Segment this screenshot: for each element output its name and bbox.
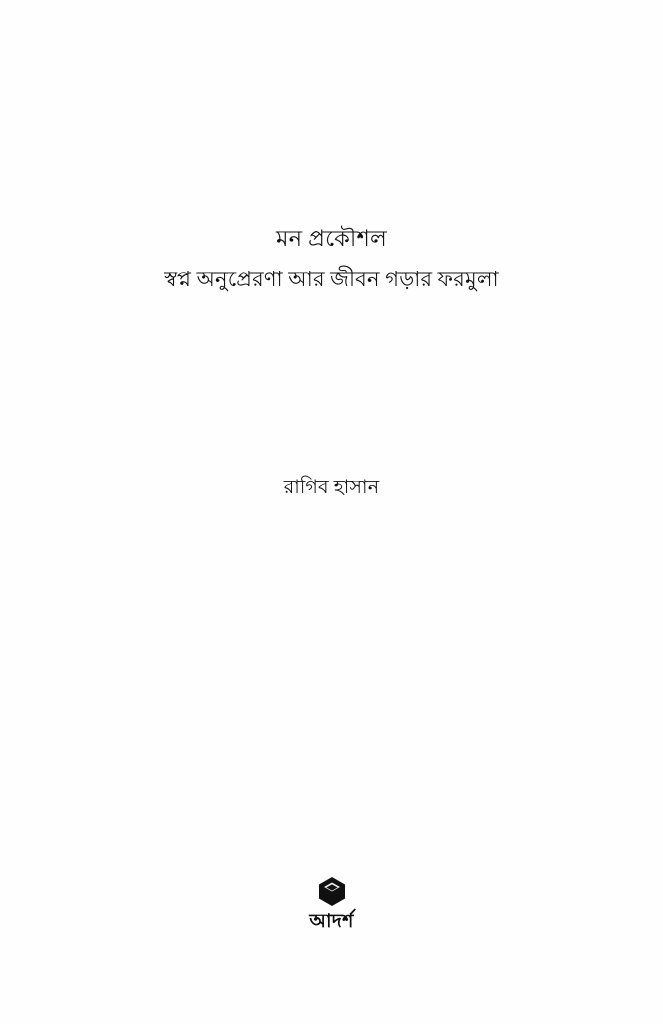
cube-logo-icon	[315, 874, 349, 908]
author-block	[0, 474, 663, 502]
publisher-name: আদর্শ	[309, 911, 354, 932]
book-title: মন প্রকৌশল	[275, 226, 388, 251]
publisher-block	[0, 874, 663, 934]
author-name: রাগিব হাসান	[283, 477, 380, 498]
title-block	[0, 222, 663, 296]
book-subtitle: স্বপ্ন অনুপ্রেরণা আর জীবন গড়ার ফরমুলা	[164, 267, 499, 291]
